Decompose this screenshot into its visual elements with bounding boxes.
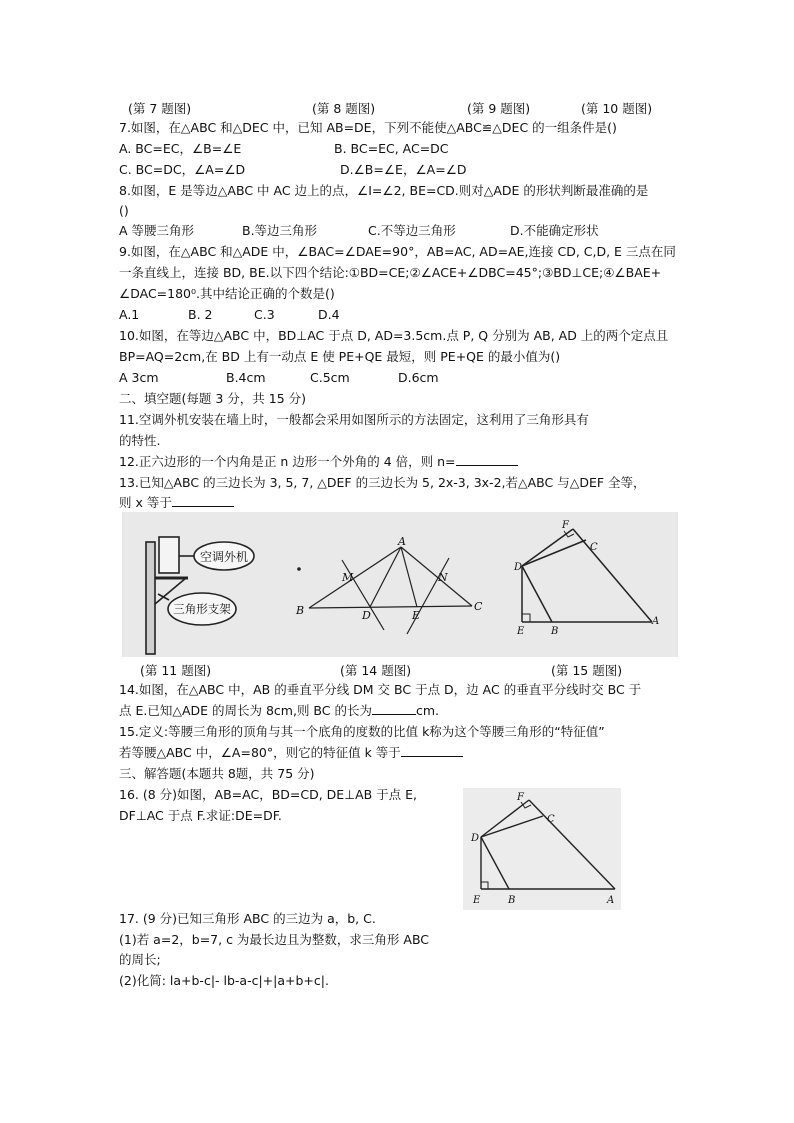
question-13-text: 则 x 等于 — [119, 495, 172, 510]
question-12 — [119, 454, 518, 470]
section-3-heading: 三、解答题(本题共 8题，共 75 分) — [119, 766, 315, 781]
question-14-line-1: 14.如图，在△ABC 中，AB 的垂直平分线 DM 交 BC 于点 D，边 AC 的垂直平分线时交 BC 于 — [119, 682, 642, 697]
question-14-text: 点 E.已知△ADE 的周长为 8cm,则 BC 的长为 — [119, 703, 372, 718]
caption-fig15: (第 15 题图) — [551, 663, 623, 678]
answer-blank-15[interactable] — [401, 745, 463, 757]
figure-14 — [309, 547, 472, 634]
figure-strip-drawing — [122, 512, 678, 657]
question-9-option-b: B. 2 — [188, 307, 213, 322]
answer-blank-14[interactable] — [372, 703, 416, 715]
section-2-heading: 二、填空题(每题 3 分，共 15 分) — [119, 391, 307, 406]
fig16-label-e: E — [473, 895, 481, 906]
question-8-stem-end: () — [119, 203, 129, 218]
answer-blank-13[interactable] — [172, 495, 234, 507]
question-13-line-1: 13.已知△ABC 的三边长为 3, 5, 7, △DEF 的三边长为 5, 2x-3, 3x-2,若△ABC 与△DEF 全等， — [119, 475, 646, 490]
question-14-unit: cm. — [416, 703, 440, 718]
question-8-option-a: A 等腰三角形 — [119, 223, 195, 238]
question-9-option-a: A.1 — [119, 307, 140, 322]
question-11-line-2: 的特性. — [119, 433, 161, 448]
question-17-line-4: (2)化简: la+b-c|- lb-a-c|+|a+b+c|. — [119, 973, 329, 988]
question-14-line-2 — [119, 703, 439, 719]
caption-fig9: (第 9 题图) — [467, 101, 531, 116]
question-12-text: 12.正六边形的一个内角是正 n 边形一个外角的 4 倍，则 n= — [119, 454, 456, 469]
question-9-line-2: 一条直线上，连接 BD, BE.以下四个结论:①BD=CE;②∠ACE+∠DBC=45°;③BD⊥CE;④∠BAE+ — [119, 265, 662, 280]
question-10-option-c: C.5cm — [310, 370, 350, 385]
fig14-label-a: A — [398, 535, 406, 548]
caption-fig8: (第 8 题图) — [312, 101, 376, 116]
question-8-option-d: D.不能确定形状 — [510, 223, 599, 238]
question-17-line-1: 17. (9 分)已知三角形 ABC 的三边为 a，b, C. — [119, 911, 376, 926]
question-9-option-d: D.4 — [318, 307, 340, 322]
fig14-label-m: M — [342, 571, 354, 584]
fig15-label-e: E — [517, 626, 525, 637]
fig16-label-c: C — [547, 814, 555, 825]
caption-fig14: (第 14 题图) — [340, 663, 412, 678]
question-10-line-1: 10.如图，在等边△ABC 中，BD⊥AC 于点 D, AD=3.5cm.点 P, Q 分别为 AB, AD 上的两个定点且 — [119, 328, 669, 343]
question-10-option-b: B.4cm — [226, 370, 266, 385]
question-16-line-1: 16. (8 分)如图，AB=AC，BD=CD, DE⊥AB 于点 E, — [119, 787, 418, 802]
question-9-line-1: 9.如图，在△ABC 和△ADE 中，∠BAC=∠DAE=90°，AB=AC, AD=AE,连接 CD, C,D, E 三点在同 — [119, 244, 676, 259]
fig15-label-c: C — [590, 542, 598, 553]
figure-15 — [522, 529, 652, 622]
question-7-option-b: B. BC=EC, AC=DC — [334, 141, 449, 156]
figure-16-drawing — [463, 788, 621, 910]
fig16-label-f: F — [517, 792, 524, 803]
question-8-option-b: B.等边三角形 — [242, 223, 318, 238]
question-8-stem: 8.如图，E 是等边△ABC 中 AC 边上的点，∠I=∠2, BE=CD.则对△ADE 的形状判断最准确的是 — [119, 183, 649, 198]
fig15-label-a: A — [652, 616, 660, 627]
fig16-label-a: A — [607, 895, 615, 906]
question-7-option-c: C. BC=DC，∠A=∠D — [119, 162, 246, 177]
question-10-option-d: D.6cm — [398, 370, 439, 385]
caption-fig7: (第 7 题图) — [128, 101, 192, 116]
question-16-line-2: DF⊥AC 于点 F.求证:DE=DF. — [119, 808, 282, 823]
fig15-label-f: F — [562, 520, 569, 531]
fig14-label-b: B — [296, 604, 305, 617]
figure-16 — [463, 788, 621, 910]
figure-strip — [122, 512, 678, 657]
question-10-option-a: A 3cm — [119, 370, 159, 385]
question-11-line-1: 11.空调外机安装在墙上时，一般都会采用如图所示的方法固定，这利用了三角形具有 — [119, 412, 589, 427]
label-bracket: 三角形支架 — [173, 602, 231, 616]
fig14-label-d: D — [362, 609, 371, 622]
question-15-text: 若等腰△ABC 中，∠A=80°，则它的特征值 k 等于 — [119, 745, 401, 760]
caption-fig10: (第 10 题图) — [581, 101, 653, 116]
question-15-line-2 — [119, 745, 463, 761]
question-9-line-3: ∠DAC=180⁰.其中结论正确的个数是() — [119, 286, 335, 301]
question-13-line-2 — [119, 495, 234, 511]
fig14-label-c: C — [474, 600, 483, 613]
question-7-stem: 7.如图，在△ABC 和△DEC 中，已知 AB=DE，下列不能使△ABC≌△DEC 的一组条件是() — [119, 120, 617, 135]
fig14-label-e: E — [412, 609, 421, 622]
fig16-label-d: D — [471, 833, 480, 844]
fig16-label-b: B — [508, 895, 516, 906]
answer-blank-12[interactable] — [456, 454, 518, 466]
label-ac-unit: 空调外机 — [199, 550, 249, 564]
question-17-line-3: 的周长; — [119, 952, 161, 967]
question-7-option-a: A. BC=EC，∠B=∠E — [119, 141, 242, 156]
question-15-line-1: 15.定义:等腰三角形的顶角与其一个底角的度数的比值 k称为这个等腰三角形的“特征值” — [119, 724, 605, 739]
caption-fig11: (第 11 题图) — [140, 663, 212, 678]
fig14-label-n: N — [438, 571, 448, 584]
fig15-label-b: B — [551, 626, 559, 637]
question-7-option-d: D.∠B=∠E，∠A=∠D — [340, 162, 467, 177]
question-10-line-2: BP=AQ=2cm,在 BD 上有一动点 E 使 PE+QE 最短，则 PE+QE 的最小值为() — [119, 349, 561, 364]
question-17-line-2: (1)若 a=2，b=7, c 为最长边且为整数，求三角形 ABC — [119, 932, 430, 947]
fig15-label-d: D — [514, 562, 523, 573]
question-9-option-c: C.3 — [254, 307, 275, 322]
question-8-option-c: C.不等边三角形 — [368, 223, 456, 238]
